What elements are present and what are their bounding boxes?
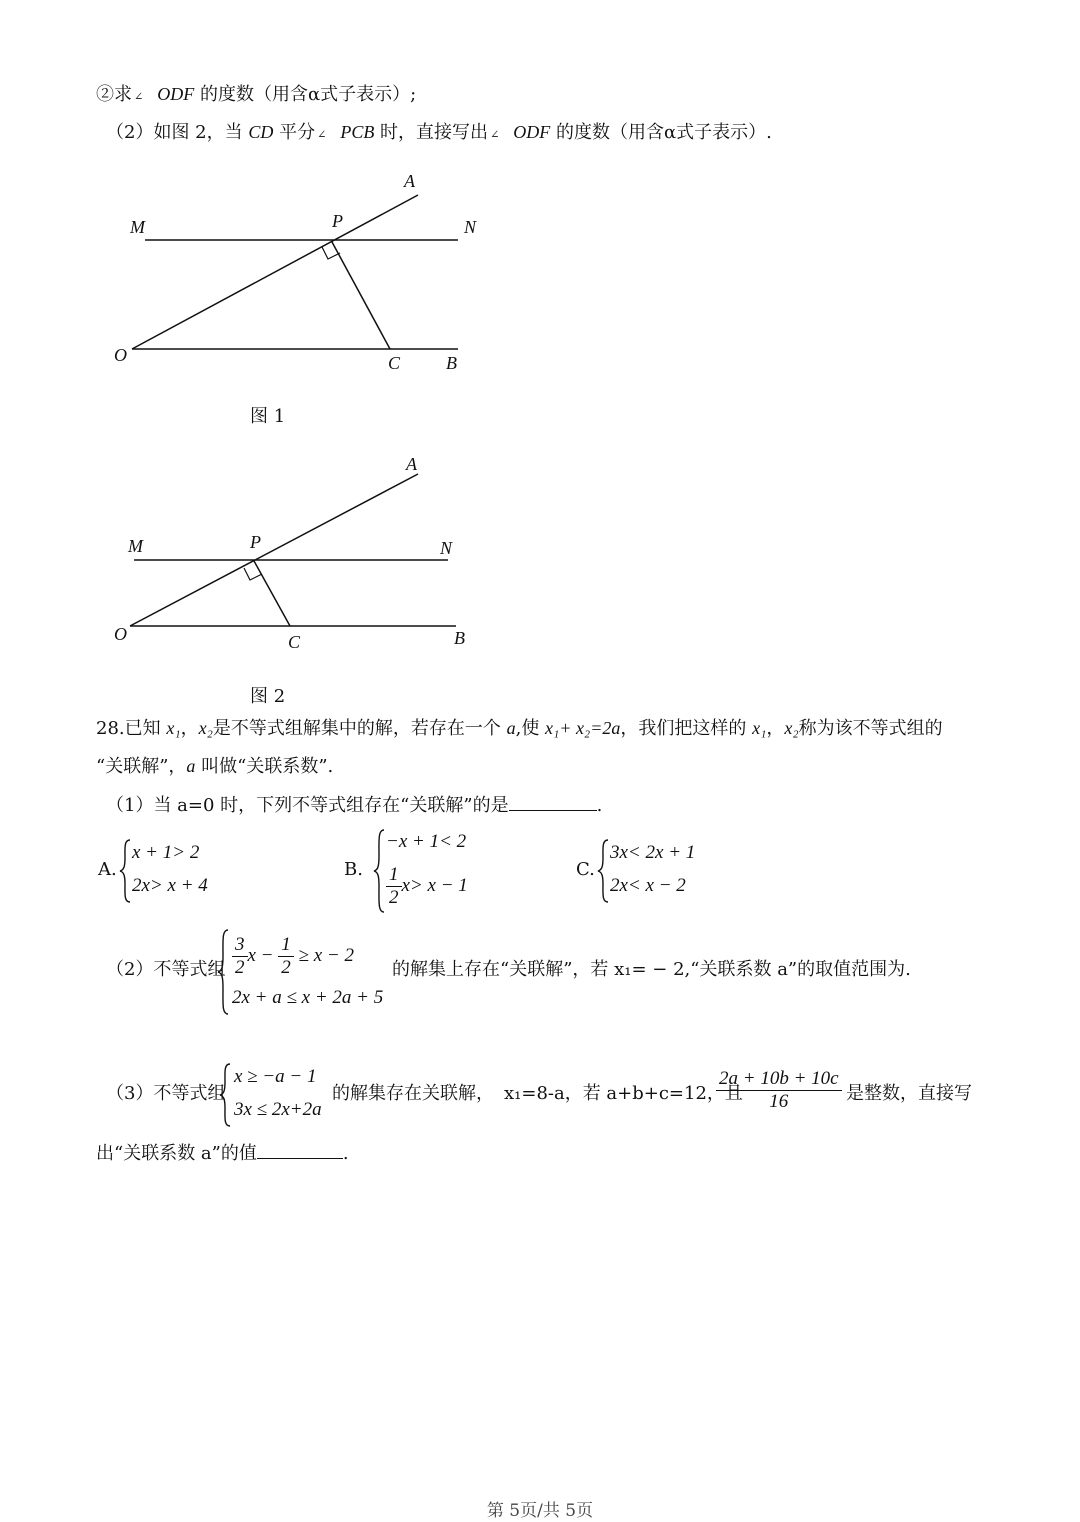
text: ， (180, 718, 199, 739)
q28-intro-line1 (96, 716, 943, 741)
text: x − (247, 944, 274, 966)
q28-part3-fraction (716, 1068, 842, 1113)
angle-odf: ODF (513, 122, 551, 142)
line-oa (130, 474, 418, 626)
q28-intro-line2 (96, 754, 333, 779)
segment-pc (254, 561, 290, 626)
q27-part2 (106, 120, 772, 147)
label-c: C (388, 353, 401, 373)
fraction-numerator: 3 (232, 934, 248, 957)
q28-part3-line2 (96, 1140, 349, 1166)
q28-part3-row1: x ≥ −a − 1 (234, 1066, 317, 1087)
text: 28.已知 (96, 718, 167, 739)
option-a-row2: 2x> x + 4 (132, 875, 208, 896)
line-oa (132, 195, 418, 349)
answer-blank[interactable] (257, 1140, 343, 1159)
text: 是不等式组解集中的解，若存在一个 (212, 718, 507, 739)
segment-odf: ODF (157, 84, 195, 104)
option-b-row1: −x + 1< 2 (386, 831, 467, 852)
option-a-label: A. (98, 859, 117, 880)
text: x> x − 1 (401, 874, 468, 896)
brace-icon (596, 838, 610, 904)
var-a: a (506, 718, 516, 738)
q28-part2-after: 的解集上存在“关联解”，若 x₁= − 2,“关联系数 a”的取值范围为. (392, 959, 911, 980)
label-a: A (406, 454, 417, 474)
label-c: C (288, 632, 301, 652)
option-b-row2 (386, 864, 468, 909)
label-o: O (114, 345, 127, 365)
label-b: B (446, 353, 457, 373)
text: “关联解”， (96, 756, 187, 777)
text: 出“关联系数 a”的值 (96, 1143, 257, 1164)
text: 的解集存在关联解， (332, 1083, 494, 1104)
label-b: B (454, 628, 465, 648)
text: 平分 (273, 122, 316, 143)
var-x1: x₁ (166, 718, 181, 738)
fraction (386, 864, 402, 909)
condition-text: x₁=8-a，若 a+b+c=12，且 (504, 1083, 743, 1104)
text: 时，直接写出 (374, 122, 489, 143)
label-n: N (464, 217, 477, 237)
answer-blank[interactable] (509, 792, 597, 811)
q28-part3-after1 (332, 1082, 743, 1106)
fraction-denominator: 2 (389, 887, 399, 908)
text: ，我们把这样的 (620, 718, 753, 739)
text: 称为该不等式组的 (798, 718, 943, 739)
q28-part2-row2: 2x + a ≤ x + 2a + 5 (232, 987, 384, 1008)
text: 的度数（用含α式子表示）; (194, 84, 417, 105)
text: ， (766, 718, 785, 739)
text: ,使 (515, 718, 546, 739)
label-a: A (404, 171, 415, 191)
label-m: M (130, 217, 145, 237)
label-n: N (440, 538, 453, 558)
q28-part3-row2: 3x ≤ 2x+2a (234, 1099, 322, 1120)
label-p: P (332, 211, 343, 231)
figure-2-caption: 图 2 (250, 686, 286, 707)
var-a: a (186, 756, 196, 776)
text: （2）如图 2，当 (106, 122, 249, 143)
fraction-numerator: 1 (278, 934, 294, 957)
q28-part2-label: （2）不等式组 (106, 959, 226, 980)
angle-pcb: PCB (340, 122, 375, 142)
fraction-denominator: 2 (235, 957, 245, 978)
figure-1-caption: 图 1 (250, 406, 286, 427)
fraction-denominator: 16 (769, 1091, 789, 1112)
var-x1: x₁ (752, 718, 767, 738)
fraction-numerator: 1 (386, 864, 402, 887)
text: ②求 (96, 84, 132, 105)
equation-sum: x₁+ x₂=2a (545, 718, 621, 738)
figure-1 (100, 165, 500, 385)
option-c-label: C. (576, 859, 595, 880)
fraction-denominator: 2 (281, 957, 291, 978)
segment-pc (332, 242, 390, 349)
fraction (278, 934, 294, 979)
text: 叫做“关联系数”. (195, 756, 334, 777)
option-b-label: B. (344, 859, 363, 880)
option-c-row2: 2x< x − 2 (610, 875, 686, 896)
text: ≥ x − 2 (298, 944, 354, 966)
q28-part1 (106, 792, 602, 818)
segment-cd: CD (248, 122, 274, 142)
brace-icon (218, 1062, 232, 1128)
brace-icon (118, 838, 132, 904)
text: （1）当 a=0 时，下列不等式组存在“关联解”的是 (106, 795, 509, 816)
brace-icon (216, 928, 230, 1016)
angle-symbol: ∠ (490, 128, 500, 141)
q28-part3-after2: 是整数，直接写 (846, 1083, 972, 1104)
q28-part3-label: （3）不等式组 (106, 1083, 226, 1104)
option-a-row1: x + 1> 2 (132, 842, 200, 863)
label-m: M (128, 536, 143, 556)
text: . (342, 1143, 349, 1164)
text: . (596, 795, 603, 816)
label-p: P (250, 532, 261, 552)
fraction-numerator: 2a + 10b + 10c (716, 1068, 842, 1091)
angle-symbol: ∠ (317, 128, 327, 141)
q28-part2-row1 (232, 934, 354, 979)
var-x2: x₂ (198, 718, 213, 738)
var-x2: x₂ (784, 718, 799, 738)
page-footer: 第 5页/共 5页 (486, 1501, 594, 1521)
label-o: O (114, 624, 127, 644)
brace-icon (372, 828, 386, 914)
q27-sub2 (96, 82, 416, 109)
text: 的度数（用含α式子表示）. (550, 122, 772, 143)
fraction (232, 934, 248, 979)
figure-2 (100, 448, 500, 658)
fraction (716, 1068, 842, 1113)
angle-symbol: ∠ (134, 90, 144, 103)
option-c-row1: 3x< 2x + 1 (610, 842, 696, 863)
